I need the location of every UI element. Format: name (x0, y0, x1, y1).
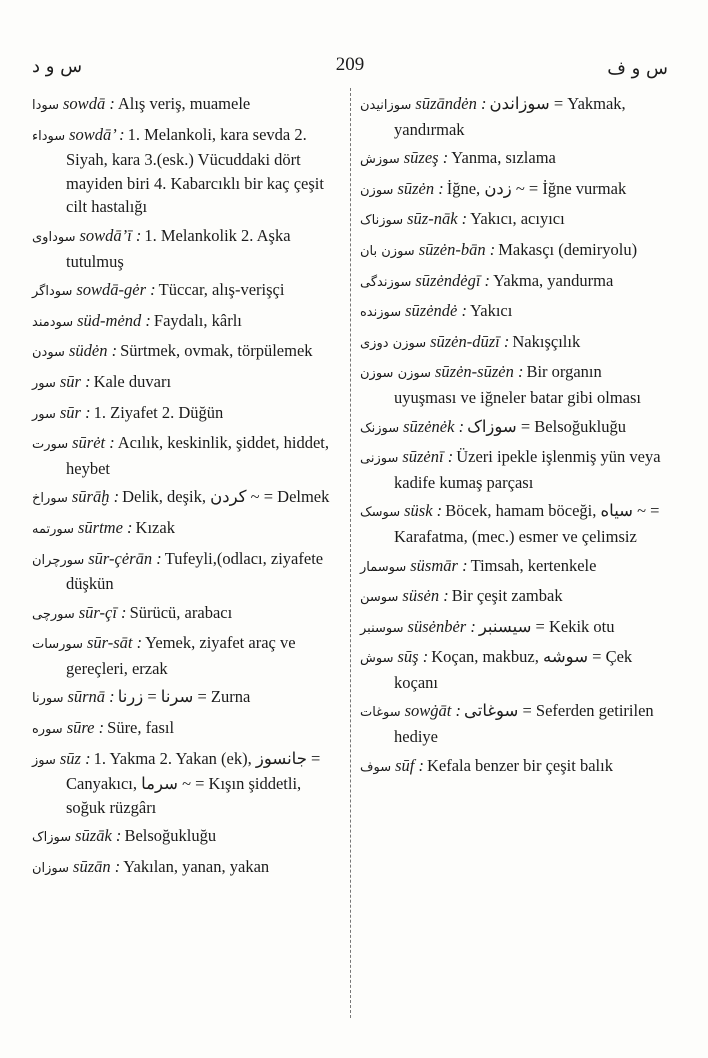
entry-arabic-script: سوسنبر (360, 620, 404, 636)
entry-definition: Sürücü, arabacı (129, 602, 233, 622)
entry-definition: سیسنبر = Kekik otu (478, 616, 615, 636)
page-header (32, 52, 668, 80)
column-divider (350, 88, 351, 1018)
dictionary-entry (360, 299, 664, 325)
entry-transliteration: sūrnā : (67, 687, 115, 707)
dictionary-entry (360, 238, 664, 264)
entry-arabic-script: سورنا (32, 691, 64, 707)
dictionary-entry (32, 339, 338, 365)
dictionary-entry (360, 415, 664, 441)
dictionary-entry (32, 631, 338, 680)
dictionary-entry (360, 330, 664, 356)
entry-arabic-script: سوسمار (360, 559, 407, 575)
entry-transliteration: sowġāt : (404, 701, 461, 721)
entry-definition: Acılık, keskinlik, şiddet, hiddet, heybet (66, 433, 330, 478)
dictionary-entry (360, 445, 664, 494)
entry-arabic-script: سور (32, 375, 56, 391)
entry-transliteration: sūzėn : (397, 178, 444, 198)
entry-transliteration: süsėn : (402, 586, 449, 606)
entry-arabic-script: سوزناک (360, 213, 404, 229)
entry-arabic-script: سوراخ (32, 491, 68, 507)
entry-transliteration: sūzāk : (75, 826, 122, 846)
entry-definition: Üzeri ipekle işlenmiş yün veya kadife kumaş parçası (394, 447, 661, 492)
entry-transliteration: sowdā : (63, 94, 115, 113)
entry-arabic-script: سوزن دوزی (360, 335, 427, 351)
entry-transliteration: sūzėnī : (402, 447, 454, 467)
entry-arabic-script: سوداوی (32, 229, 76, 245)
entry-definition: Kefala benzer bir çeşit balık (426, 755, 613, 775)
entry-transliteration: sūş : (397, 647, 429, 667)
entry-definition: Yemek, ziyafet araç ve gereçleri, erzak (66, 633, 296, 678)
dictionary-entry (360, 360, 664, 409)
header-right-letters: س و ف (607, 58, 668, 79)
dictionary-entry (32, 547, 338, 596)
entry-arabic-script: سوسن (360, 590, 399, 606)
entry-arabic-script: سورچران (32, 552, 85, 568)
entry-arabic-script: سوزنی (360, 451, 399, 467)
entry-definition: Koçan, makbuz, سوشه = Çek koçanı (394, 647, 633, 692)
dictionary-entry (360, 615, 664, 641)
entry-arabic-script: سوز (32, 752, 56, 768)
entry-definition: Bir çeşit zambak (451, 586, 563, 606)
dictionary-entry (32, 485, 338, 511)
entry-definition: Süre, fasıl (107, 718, 175, 738)
entry-arabic-script: سورت (32, 437, 69, 453)
entry-definition: Timsah, kertenkele (470, 555, 597, 575)
entry-transliteration: sūzėndėgī : (415, 270, 491, 290)
entry-transliteration: sowdā-gėr : (76, 280, 156, 300)
entry-definition: Böcek, hamam böceği, سیاه ~ = Karafatma, (mec.) esmer ve çelimsiz (394, 501, 660, 546)
entry-definition: Sürtmek, ovmak, törpülemek (120, 341, 313, 361)
entry-arabic-script: سوف (360, 759, 392, 775)
entry-arabic-script: سوداء (32, 128, 66, 144)
dictionary-entry (32, 309, 338, 335)
entry-arabic-script: سوزن (360, 182, 394, 198)
entry-definition: سرنا = زرنا = Zurna (117, 687, 251, 707)
dictionary-entry (32, 516, 338, 542)
entry-definition: Alış veriş, muamele (117, 94, 251, 113)
entry-transliteration: sūz-nāk : (407, 209, 468, 229)
entry-transliteration: sūf : (395, 755, 424, 775)
entry-definition: Bir organın uyuşması ve iğneler batar gibi olması (394, 362, 641, 407)
entry-definition: İğne, زدن ~ = İğne vurmak (446, 178, 627, 198)
dictionary-entry (32, 370, 338, 396)
entry-transliteration: sūzėn-sūzėn : (435, 362, 524, 382)
entry-transliteration: süd-mėnd : (77, 310, 151, 330)
dictionary-entry (360, 584, 664, 610)
entry-transliteration: süsėnbėr : (407, 616, 476, 636)
dictionary-entry (360, 699, 664, 748)
entry-transliteration: sūr-çėrān : (88, 548, 162, 568)
dictionary-entry (360, 499, 664, 548)
dictionary-entry (32, 601, 338, 627)
entry-transliteration: sūrtme : (78, 517, 133, 537)
entry-arabic-script: سوداگر (32, 284, 73, 300)
entry-arabic-script: سور (32, 406, 56, 422)
entry-definition: Yakıcı, acıyıcı (470, 209, 565, 229)
dictionary-entry (32, 123, 338, 219)
entry-definition: 1. Yakma 2. Yakan (ek), جانسوز = Canyakıcı, سرما ~ = Kışın şiddetli, soğuk rüzgârı (66, 748, 321, 817)
entry-arabic-script: سورسات (32, 637, 83, 653)
entry-arabic-script: سورتمه (32, 521, 74, 537)
entry-transliteration: sūr : (59, 402, 91, 422)
dictionary-entry (360, 92, 664, 141)
dictionary-entry (32, 716, 338, 742)
entry-transliteration: sūr-sāt : (86, 633, 143, 653)
entry-arabic-script: سوزش (360, 152, 400, 168)
entry-definition: 1. Melankolik 2. Aşka tutulmuş (66, 225, 291, 271)
entry-arabic-script: سوسک (360, 505, 401, 521)
dictionary-entry (32, 855, 338, 881)
entry-arabic-script: سوزنده (360, 305, 402, 321)
entry-transliteration: sūzėndė : (405, 301, 467, 321)
dictionary-entry (360, 146, 664, 172)
dictionary-entry (360, 177, 664, 203)
dictionary-entry (32, 278, 338, 304)
entry-definition: Yanma, sızlama (451, 148, 556, 168)
dictionary-entry (32, 747, 338, 820)
dictionary-entry (32, 824, 338, 850)
entry-transliteration: sūzeş : (403, 148, 449, 168)
entry-arabic-script: سوش (360, 651, 394, 667)
header-left-letters: س و د (32, 56, 83, 77)
entry-arabic-script: سوزاک (32, 830, 72, 846)
entry-definition: Makasçı (demiryolu) (498, 239, 638, 259)
entry-arabic-script: سوزنک (360, 420, 400, 436)
entry-definition: سوزاندن = Yakmak, yandırmak (394, 94, 626, 139)
entry-definition: سوزاک = Belsoğukluğu (467, 416, 626, 436)
entry-arabic-script: سودن (32, 345, 65, 361)
entry-definition: Tufeyli,(odlacı, ziyafete düşkün (66, 548, 324, 594)
dictionary-entry (32, 401, 338, 427)
entry-transliteration: süsmār : (410, 555, 468, 575)
entry-transliteration: sūzān : (73, 857, 121, 877)
entry-definition: Tüccar, alış-verişçi (158, 280, 285, 300)
entry-transliteration: sūzėn-dūzī : (430, 331, 510, 351)
entry-transliteration: süsk : (404, 501, 443, 521)
entry-arabic-script: سوزانیدن (360, 98, 412, 113)
entry-transliteration: sūzėn-bān : (418, 239, 496, 259)
entry-definition: Yakılan, yanan, yakan (123, 857, 270, 877)
entry-definition: Nakışçılık (512, 331, 581, 351)
entry-arabic-script: سورچی (32, 606, 75, 622)
page-number: 209 (335, 54, 365, 75)
entry-definition: Kızak (135, 517, 175, 537)
entry-arabic-script: سوره (32, 722, 63, 738)
entry-arabic-script: سوزن بان (360, 243, 415, 259)
entry-definition: Yakıcı (470, 301, 513, 321)
dictionary-entry (360, 554, 664, 580)
dictionary-entry (360, 207, 664, 233)
entry-transliteration: sūrėt : (72, 433, 115, 453)
entry-arabic-script: سوزن سوزن (360, 366, 431, 382)
dictionary-entry (360, 269, 664, 295)
entry-definition: 1. Ziyafet 2. Düğün (93, 402, 224, 422)
dictionary-entry (360, 754, 664, 780)
right-column (360, 92, 664, 784)
entry-definition: Yakma, yandurma (493, 270, 614, 290)
entry-arabic-script: سودا (32, 98, 60, 113)
entry-definition: Faydalı, kârlı (153, 310, 242, 330)
entry-transliteration: sūrāḫ : (71, 487, 120, 507)
entry-transliteration: sūr : (59, 371, 91, 391)
entry-arabic-script: سودمند (32, 314, 74, 330)
entry-arabic-script: سوزان (32, 861, 70, 877)
entry-arabic-script: سوزندگی (360, 274, 412, 290)
entry-definition: Belsoğukluğu (124, 826, 217, 846)
entry-definition: Delik, deşik, کردن ~ = Delmek (122, 487, 330, 507)
entry-transliteration: südėn : (68, 341, 118, 361)
dictionary-entry (360, 645, 664, 694)
left-column (32, 92, 338, 886)
dictionary-entry (32, 431, 338, 480)
entry-arabic-script: سوغات (360, 705, 401, 721)
entry-transliteration: sūz : (59, 748, 91, 768)
entry-transliteration: sūre : (66, 718, 105, 738)
entry-transliteration: sowdā’ī : (79, 225, 142, 245)
entry-definition: 1. Melankoli, kara sevda 2. Siyah, kara 3.(esk.) Vücuddaki dört mayiden biri 4. Kabarcıklı bir kaç çeşit cilt hastalığı (66, 124, 324, 217)
entry-transliteration: sūzāndėn : (415, 94, 487, 113)
entry-definition: Kale duvarı (93, 371, 172, 391)
entry-transliteration: sūr-çī : (78, 602, 127, 622)
dictionary-entry (32, 92, 338, 118)
entry-transliteration: sowdā’ : (69, 124, 125, 144)
entry-definition: سوغاتی = Seferden getirilen hediye (394, 701, 654, 747)
dictionary-entry (32, 685, 338, 711)
dictionary-entry (32, 224, 338, 273)
entry-transliteration: sūzėnėk : (403, 416, 465, 436)
